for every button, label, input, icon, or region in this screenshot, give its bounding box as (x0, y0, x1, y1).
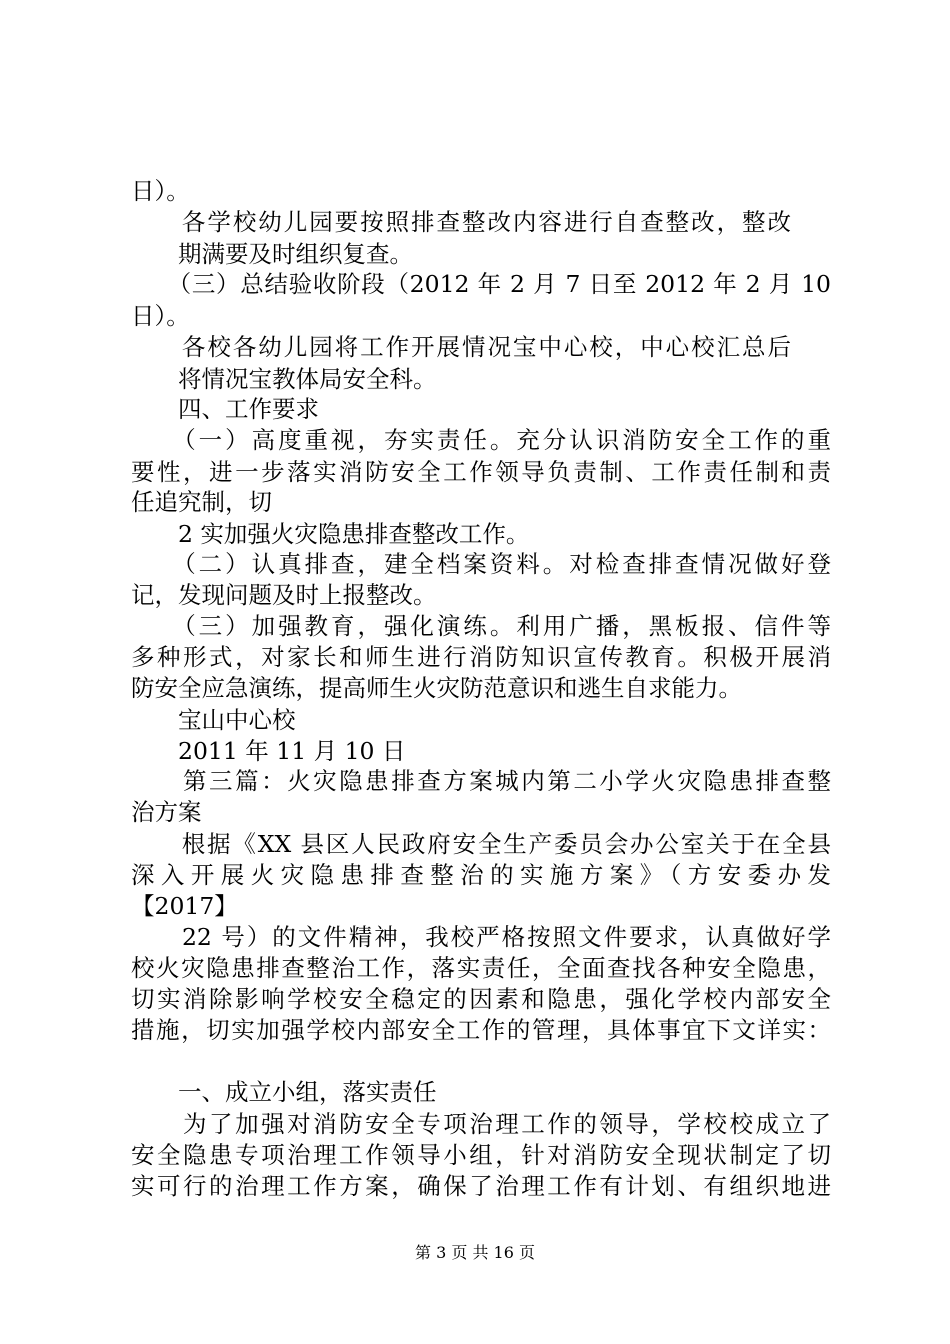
text-line: 校火灾隐患排查整治工作，落实责任，全面查找各种安全隐患， (131, 954, 831, 982)
text-line: 日）。 (131, 302, 190, 330)
section-heading: 四、工作要求 (131, 395, 319, 423)
section-title: 治方案 (131, 798, 202, 826)
page-number-footer: 第 3 页 共 16 页 (415, 1243, 535, 1262)
text-line: 多种形式，对家长和师生进行消防知识宣传教育。积极开展消 (131, 643, 831, 671)
text-line: 实可行的治理工作方案，确保了治理工作有计划、有组织地进 (131, 1172, 831, 1200)
text-line: 各学校幼儿园要按照排查整改内容进行自查整改，整改 (131, 208, 791, 236)
section-title: 第三篇：火灾隐患排查方案城内第二小学火灾隐患排查整 (131, 767, 831, 795)
text-line: 切实消除影响学校安全稳定的因素和隐患，强化学校内部安全 (131, 985, 831, 1013)
blank-line (131, 1045, 831, 1077)
text-line: 为了加强对消防安全专项治理工作的领导，学校校成立了 (131, 1110, 831, 1138)
text-line: 记，发现问题及时上报整改。 (131, 581, 437, 609)
text-line: 深入开展火灾隐患排查整治的实施方案》（方安委办发 (131, 861, 831, 889)
text-line: 安全隐患专项治理工作领导小组，针对消防安全现状制定了切 (131, 1141, 831, 1169)
text-line: 22 号）的文件精神，我校严格按照文件要求，认真做好学 (131, 923, 831, 951)
text-line: （二）认真排查，建全档案资料。对检查排查情况做好登 (131, 550, 831, 578)
signature-date: 2011 年 11 月 10 日 (131, 737, 406, 765)
text-line: 防安全应急演练，提高师生火灾防范意识和逃生自求能力。 (131, 674, 742, 702)
text-line: 期满要及时组织复查。 (131, 240, 413, 268)
text-line: 【2017】 (131, 892, 238, 920)
section-heading: 一、成立小组，落实责任 (131, 1078, 437, 1106)
text-line: （三）总结验收阶段（2012 年 2 月 7 日至 2012 年 2 月 10 (131, 270, 831, 298)
text-line: 根据《XX 县区人民政府安全生产委员会办公室关于在全县 (131, 830, 831, 858)
text-line: （三）加强教育，强化演练。利用广播，黑板报、信件等 (131, 612, 831, 640)
text-line: 2 实加强火灾隐患排查整改工作。 (131, 520, 530, 548)
text-line: 各校各幼儿园将工作开展情况宝中心校，中心校汇总后 (131, 333, 791, 361)
text-line: 将情况宝教体局安全科。 (131, 365, 437, 393)
text-line: 措施，切实加强学校内部安全工作的管理，具体事宜下文详实： (131, 1016, 831, 1044)
text-line: 要性，进一步落实消防安全工作领导负责制、工作责任制和责 (131, 458, 831, 486)
signature-school: 宝山中心校 (131, 706, 296, 734)
text-line: 日）。 (131, 177, 190, 205)
text-line: 任追究制，切 (131, 488, 272, 516)
text-line: （一）高度重视，夯实责任。充分认识消防安全工作的重 (131, 426, 831, 454)
